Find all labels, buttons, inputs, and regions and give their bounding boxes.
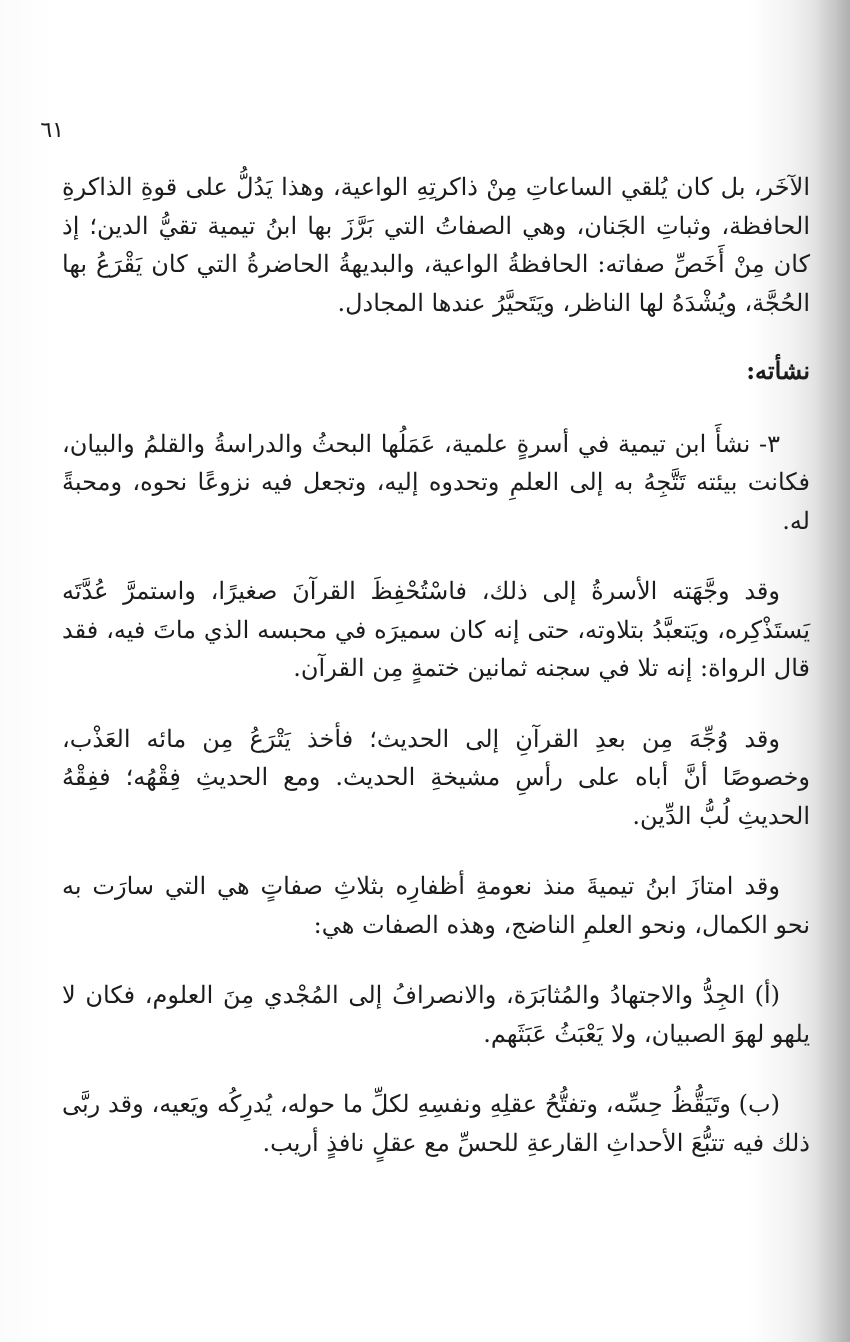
- page-number: ٦١: [40, 118, 64, 143]
- page-edge-shadow: [816, 0, 850, 1342]
- paragraph-quality-b: (ب) وتَيَقُّظُ حِسِّه، وتفتُّحُ عقلِهِ ونفسِهِ لكلِّ ما حوله، يُدرِكُه ويَعيه، وقد ربَّى ذلك فيه تتبُّعَ الأحداثِ القارعةِ للحسِّ مع عقلٍ نافذٍ أريب.: [62, 1090, 810, 1157]
- paragraph-hadith: وقد وُجِّهَ مِن بعدِ القرآنِ إلى الحديث؛ فأخذ يَتْرَعُ مِن مائه العَذْب، وخصوصًا أنَّ أباه على رأسِ مشيخةِ الحديث. ومع الحديثِ فِقْهُه؛ ففِقْهُ الحديثِ لُبُّ الدِّين.: [62, 724, 810, 830]
- page-body: [62, 168, 810, 1162]
- paragraph-continuation: الآخَر، بل كان يُلقي الساعاتِ مِنْ ذاكرتِهِ الواعية، وهذا يَدُلُّ على قوةِ الذاكرةِ الحافظة، وثباتِ الجَنان، وهي الصفاتُ التي بَرَّزَ بها ابنُ تيمية تقيُّ الدين؛ إذ كان مِنْ أَخَصِّ صفاته: الحافظةُ الواعية، والبديهةُ الحاضرةُ التي كان يَقْرَعُ بها الحُجَّة، ويُشْدَهُ لها الناظر، ويَتَحيَّرُ عندها المجادل.: [62, 173, 810, 317]
- paragraph-qualities-intro: وقد امتازَ ابنُ تيميةَ منذ نعومةِ أظفارِه بثلاثِ صفاتٍ هي التي سارَت به نحو الكمال، ونحو العلمِ الناضج، وهذه الصفات هي:: [62, 872, 810, 939]
- paragraph-quality-a: (أ) الجِدُّ والاجتهادُ والمُثابَرَة، والانصرافُ إلى المُجْدي مِنَ العلوم، فكان لا يلهو لهوَ الصبيان، ولا يَعْبَثُ عَبَثَهم.: [62, 981, 810, 1048]
- paragraph-quran: وقد وجَّهَته الأسرةُ إلى ذلك، فاسْتُحْفِظَ القرآنَ صغيرًا، واستمرَّ عُدَّتَه يَستَذْكِره، ويَتعبَّدُ بتلاوته، حتى إنه كان سميرَه في محبسه الذي ماتَ فيه، فقد قال الرواة: إنه تلا في سجنه ثمانين ختمةٍ مِن القرآن.: [62, 577, 810, 682]
- paragraph-upbringing: ٣- نشأَ ابن تيمية في أسرةٍ علمية، عَمَلُها البحثُ والدراسةُ والقلمُ والبيان، فكانت بيئته تَتَّجِهُ به إلى العلمِ وتحدوه إليه، وتجعل فيه نزوعًا نحوه، ومحبةً له.: [62, 429, 810, 535]
- section-heading: نشأته:: [746, 356, 810, 385]
